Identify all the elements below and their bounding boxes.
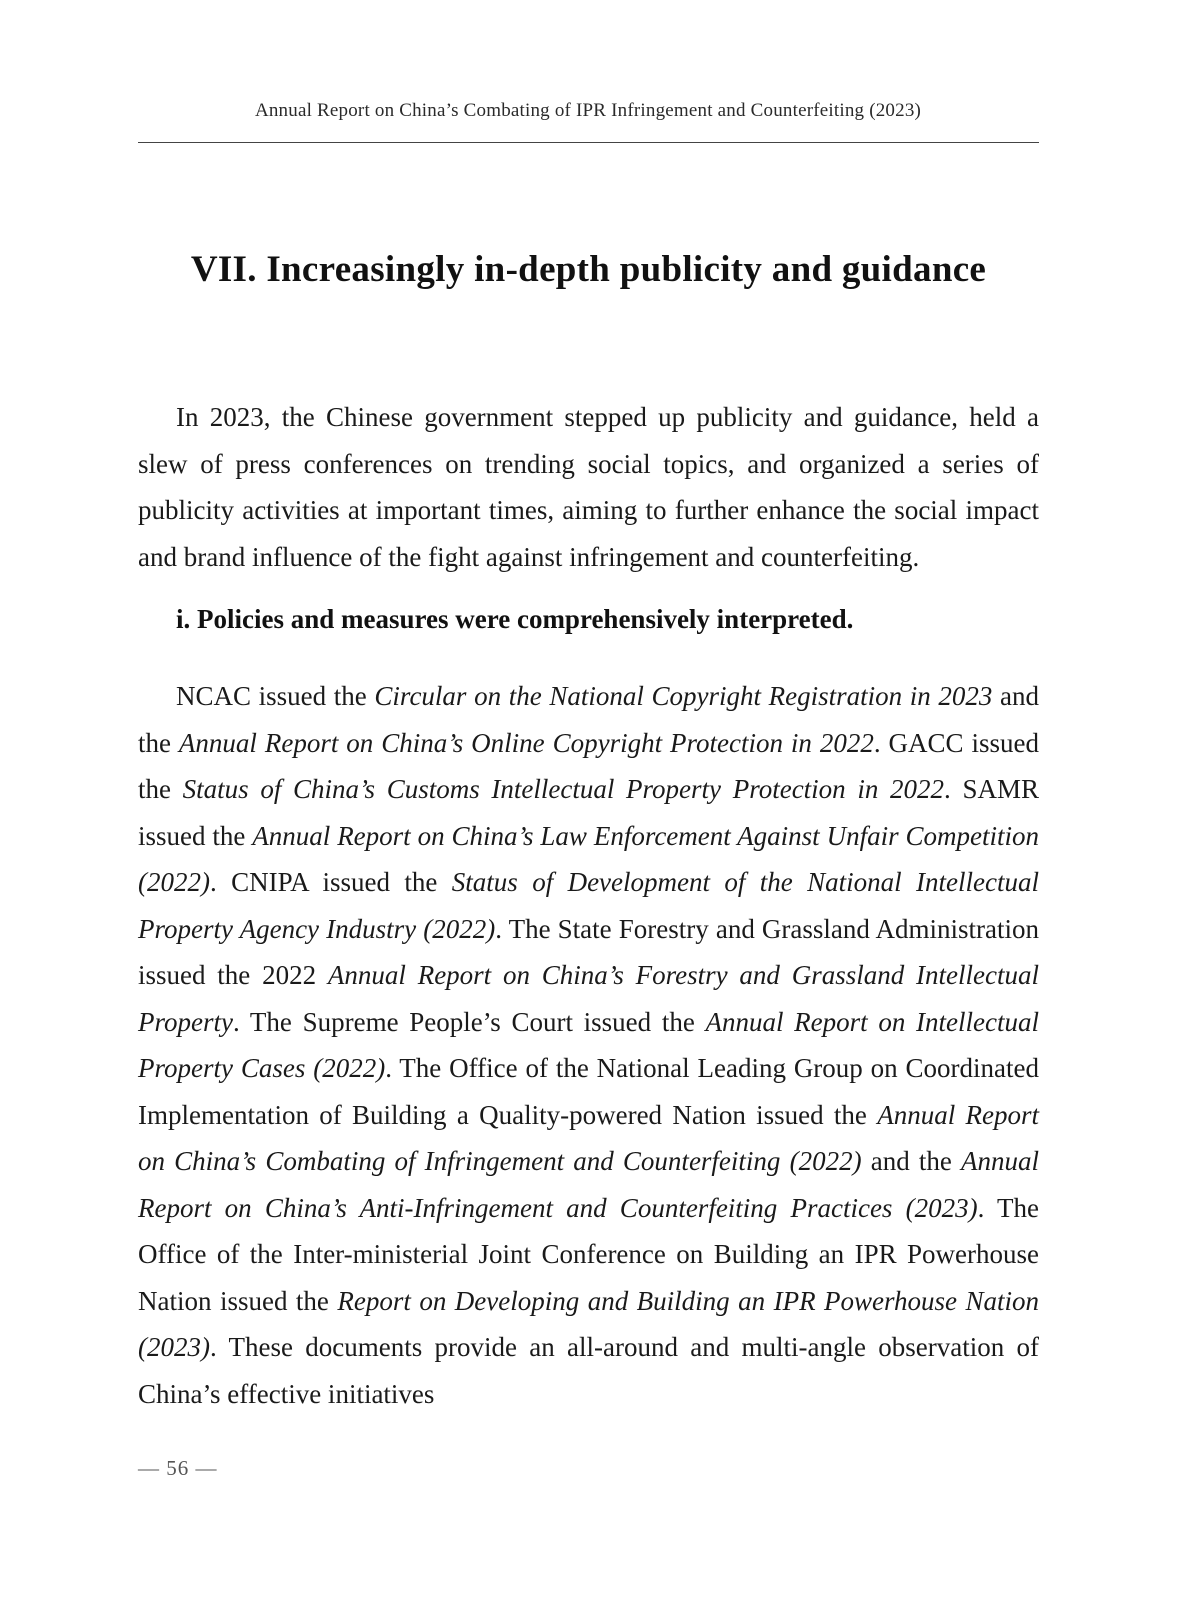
running-header: Annual Report on China’s Combating of IPR Infringement and Counterfeiting (2023) — [254, 100, 922, 121]
paragraph-text-segment: . The Office of the Inter-ministerial Joint Conference on Building an IPR Powerhouse Nation issued the — [138, 1192, 1039, 1316]
paragraph-text-segment: and the — [861, 1146, 961, 1176]
paragraph-text-segment: . These documents provide an all-around and multi-angle observation of China’s effective initiatives — [138, 1332, 1039, 1409]
paragraph-text-segment: . SAMR issued the — [138, 774, 1040, 851]
document-title-italic: Annual Report on China’s Anti-Infringement and Counterfeiting Practices (2023) — [138, 1146, 1039, 1223]
document-title-italic: Annual Report on China’s Combating of Infringement and Counterfeiting (2022) — [138, 1099, 1039, 1176]
chapter-title: VII. Increasingly in-depth publicity and guidance — [190, 249, 987, 290]
document-title-italic: Annual Report on China’s Law Enforcement Against Unfair Competition (2022) — [138, 820, 1039, 897]
document-title-italic: Annual Report on Intellectual Property Cases (2022) — [138, 1006, 1039, 1083]
document-title-italic: Status of Development of the National Intellectual Property Agency Industry (2022) — [138, 867, 1039, 944]
paragraph-text-segment: . GACC issued the — [138, 727, 1039, 804]
header-divider — [138, 142, 1039, 143]
document-title-italic: Annual Report on China’s Forestry and Grassland Intellectual Property — [138, 960, 1039, 1037]
section-heading: i. Policies and measures were comprehensively interpreted. — [176, 604, 854, 634]
paragraph-text-segment: NCAC issued the — [176, 681, 375, 711]
document-title-italic: Report on Developing and Building an IPR Powerhouse Nation (2023) — [138, 1285, 1039, 1362]
policy-paragraph — [138, 673, 1039, 1417]
document-title-italic: Status of China’s Customs Intellectual Property Protection in 2022 — [182, 774, 945, 804]
document-title-italic: Circular on the National Copyright Registration in 2023 — [374, 681, 993, 711]
document-title-italic: Annual Report on China’s Online Copyright Protection in 2022 — [178, 727, 874, 758]
paragraph-text-segment: . The Supreme People’s Court issued the — [232, 1006, 706, 1037]
paragraph-text-segment: . The State Forestry and Grassland Administration issued the 2022 — [138, 913, 1039, 990]
paragraph-text-segment: and the — [138, 681, 1040, 758]
paragraph-text-segment: . The Office of the National Leading Group on Coordinated Implementation of Building a Quality-powered Nation issued the — [138, 1053, 1039, 1130]
page-number: — 56 — — [138, 1456, 218, 1480]
intro-paragraph: In 2023, the Chinese government stepped up publicity and guidance, held a slew of press conferences on trending social topics, and organized a series of publicity activities at important times, aiming to further enhance the social impact and brand influence of the fight against infringement and counterfeiting. — [138, 402, 1039, 572]
paragraph-text-segment: . CNIPA issued the — [209, 867, 452, 897]
